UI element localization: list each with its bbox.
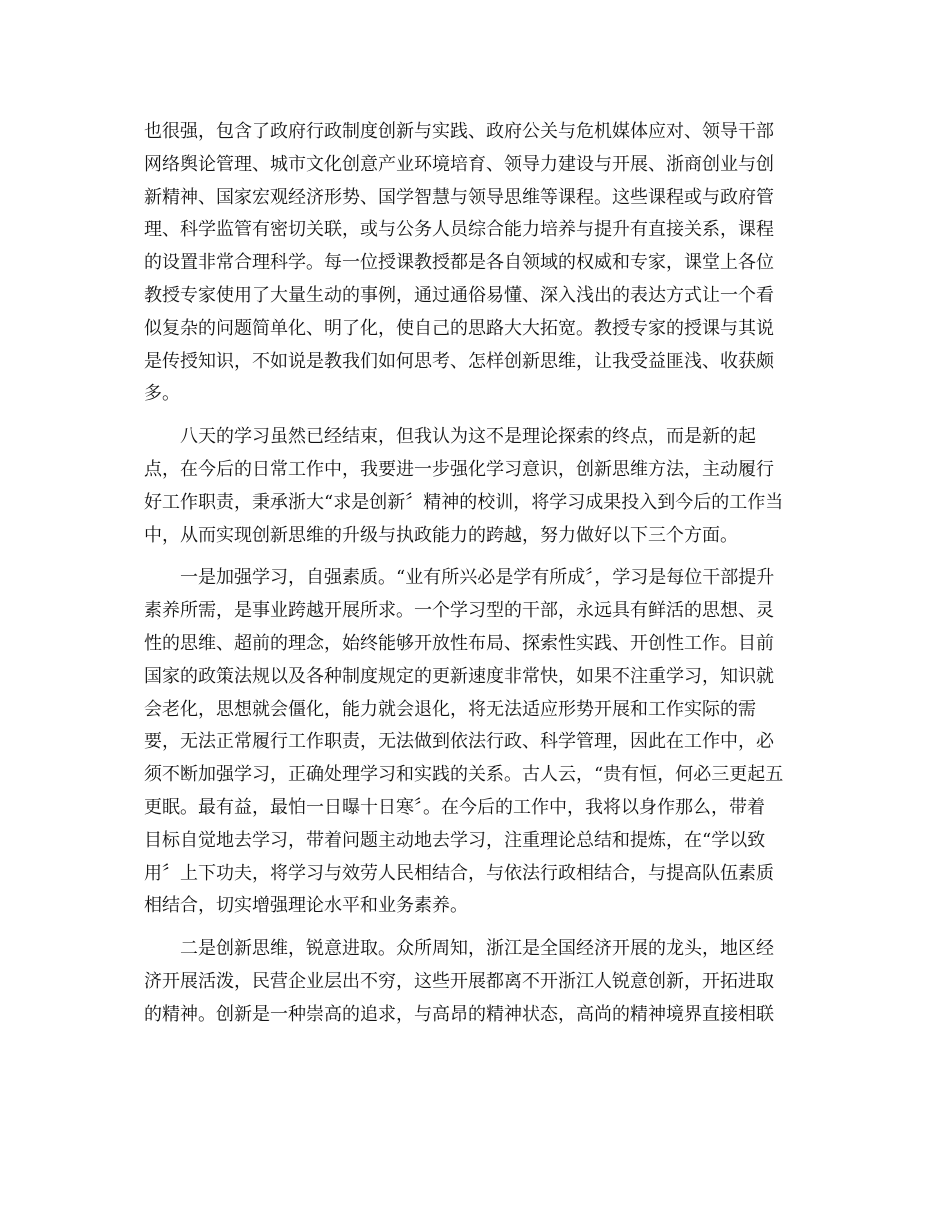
text-line: 要，无法正常履行工作职责，无法做到依法行政、科学管理，因此在工作中，必 xyxy=(144,731,774,753)
text-line: 性的思维、超前的理念，始终能够开放性布局、探索性实践、开创性工作。目前 xyxy=(144,632,774,654)
document-body xyxy=(144,116,806,1042)
text-line: 新精神、国家宏观经济形势、国学智慧与领导思维等课程。这些课程或与政府管 xyxy=(144,186,774,208)
text-line: 国家的政策法规以及各种制度规定的更新速度非常快，如果不注重学习，知识就 xyxy=(144,665,774,687)
text-line: 好工作职责，秉承浙大“求是创新〞精神的校训，将学习成果投入到今后的工作当 xyxy=(144,491,784,513)
text-line: 点，在今后的日常工作中，我要进一步强化学习意识，创新思维方法，主动履行 xyxy=(144,458,774,480)
paragraph-4 xyxy=(144,933,806,1031)
text-line: 的设置非常合理科学。每一位授课教授都是各自领域的权威和专家，课堂上各位 xyxy=(144,252,774,274)
text-line: 二是创新思维，锐意进取。众所周知，浙江是全国经济开展的龙头，地区经 xyxy=(180,938,774,960)
text-line: 用〞上下功夫，将学习与效劳人民相结合，与依法行政相结合，与提高队伍素质 xyxy=(144,862,774,884)
paragraph-3 xyxy=(144,562,806,923)
text-line: 济开展活泼，民营企业层出不穷，这些开展都离不开浙江人锐意创新，开拓进取 xyxy=(144,970,774,992)
text-line: 理、科学监管有密切关联，或与公务人员综合能力培养与提升有直接关系，课程 xyxy=(144,219,774,241)
text-line: 网络舆论管理、城市文化创意产业环境培育、领导力建设与开展、浙商创业与创 xyxy=(144,153,774,175)
text-line: 是传授知识，不如说是教我们如何思考、怎样创新思维，让我受益匪浅、收获颇 xyxy=(144,350,774,372)
paragraph-2 xyxy=(144,421,806,552)
text-line: 会老化，思想就会僵化，能力就会退化，将无法适应形势开展和工作实际的需 xyxy=(144,698,756,720)
text-line: 中，从而实现创新思维的升级与执政能力的跨越，努力做好以下三个方面。 xyxy=(144,524,738,546)
text-line: 目标自觉地去学习，带着问题主动地去学习，注重理论总结和提炼，在“学以致 xyxy=(144,829,766,851)
text-line: 似复杂的问题简单化、明了化，使自己的思路大大拓宽。教授专家的授课与其说 xyxy=(144,317,774,339)
text-line: 一是加强学习，自强素质。“业有所兴必是学有所成〞，学习是每位干部提升 xyxy=(180,567,775,589)
text-line: 须不断加强学习，正确处理学习和实践的关系。古人云，“贵有恒，何必三更起五 xyxy=(144,764,784,786)
text-line: 相结合，切实增强理论水平和业务素养。 xyxy=(144,895,468,917)
text-line: 多。 xyxy=(144,383,180,405)
paragraph-1 xyxy=(144,116,806,411)
text-line: 的精神。创新是一种崇高的追求，与高昂的精神状态，高尚的精神境界直接相联 xyxy=(144,1003,774,1025)
text-line: 更眠。最有益，最怕一日曝十日寒〞。在今后的工作中，我将以身作那么，带着 xyxy=(144,796,765,818)
text-line: 也很强，包含了政府行政制度创新与实践、政府公关与危机媒体应对、领导干部 xyxy=(144,121,774,142)
text-line: 八天的学习虽然已经结束，但我认为这不是理论探索的终点，而是新的起 xyxy=(180,426,756,448)
text-line: 素养所需，是事业跨越开展所求。一个学习型的干部，永远具有鲜活的思想、灵 xyxy=(144,600,774,622)
text-line: 教授专家使用了大量生动的事例，通过通俗易懂、深入浅出的表达方式让一个看 xyxy=(144,284,774,306)
